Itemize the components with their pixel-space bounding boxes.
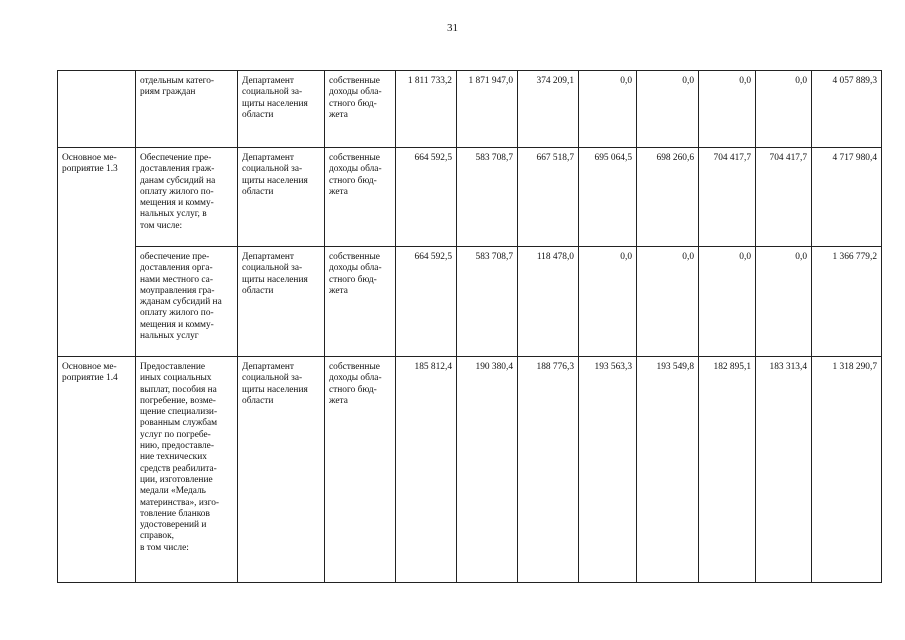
value-cell: 0,0 bbox=[699, 71, 756, 148]
total-cell: 4 717 980,4 bbox=[812, 148, 882, 247]
value-cell: 667 518,7 bbox=[518, 148, 579, 247]
page-number: 31 bbox=[447, 22, 458, 34]
table-row bbox=[58, 247, 882, 357]
value-cell: 1 871 947,0 bbox=[457, 71, 518, 148]
value-cell: 583 708,7 bbox=[457, 148, 518, 247]
value-cell: 374 209,1 bbox=[518, 71, 579, 148]
activity-cell bbox=[58, 71, 136, 148]
value-cell: 0,0 bbox=[579, 247, 637, 357]
value-cell: 695 064,5 bbox=[579, 148, 637, 247]
funding-source-cell: собственные доходы обла- стного бюд- жета bbox=[325, 71, 396, 148]
value-cell: 190 380,4 bbox=[457, 357, 518, 583]
executor-cell: Департамент социальной за- щиты населения области bbox=[238, 71, 325, 148]
value-cell: 193 563,3 bbox=[579, 357, 637, 583]
value-cell: 185 812,4 bbox=[396, 357, 457, 583]
table-row bbox=[58, 357, 882, 583]
value-cell: 704 417,7 bbox=[756, 148, 812, 247]
description-cell: обеспечение пре- доставления орга- нами местного са- моуправления гра- жданам субсидий на оплату жилого по- мещения и комму- нальных услуг bbox=[136, 247, 238, 357]
description-cell: Предоставление иных социальных выплат, пособия на погребение, возме- щение специализи- рованным службам услуг по погребе- нию, предоставле- ние технических средств реабилита- ции, изготовление медали «Медаль материнства», изго- товление бланков удостоверений и справок, в том числе: bbox=[136, 357, 238, 583]
value-cell: 182 895,1 bbox=[699, 357, 756, 583]
activity-cell: Основное ме- роприятие 1.3 bbox=[58, 148, 136, 357]
value-cell: 183 313,4 bbox=[756, 357, 812, 583]
value-cell: 193 549,8 bbox=[637, 357, 699, 583]
value-cell: 0,0 bbox=[756, 71, 812, 148]
value-cell: 664 592,5 bbox=[396, 247, 457, 357]
value-cell: 0,0 bbox=[756, 247, 812, 357]
value-cell: 583 708,7 bbox=[457, 247, 518, 357]
value-cell: 118 478,0 bbox=[518, 247, 579, 357]
total-cell: 1 366 779,2 bbox=[812, 247, 882, 357]
value-cell: 0,0 bbox=[579, 71, 637, 148]
description-cell: Обеспечение пре- доставления граж- данам субсидий на оплату жилого по- мещения и комму- нальных услуг, в том числе: bbox=[136, 148, 238, 247]
value-cell: 0,0 bbox=[699, 247, 756, 357]
funding-source-cell: собственные доходы обла- стного бюд- жета bbox=[325, 247, 396, 357]
value-cell: 0,0 bbox=[637, 247, 699, 357]
executor-cell: Департамент социальной за- щиты населения области bbox=[238, 357, 325, 583]
value-cell: 188 776,3 bbox=[518, 357, 579, 583]
description-cell: отдельным катего- риям граждан bbox=[136, 71, 238, 148]
executor-cell: Департамент социальной за- щиты населения области bbox=[238, 247, 325, 357]
budget-table bbox=[57, 70, 882, 583]
executor-cell: Департамент социальной за- щиты населения области bbox=[238, 148, 325, 247]
funding-source-cell: собственные доходы обла- стного бюд- жета bbox=[325, 148, 396, 247]
table-row bbox=[58, 148, 882, 247]
total-cell: 4 057 889,3 bbox=[812, 71, 882, 148]
table-row bbox=[58, 71, 882, 148]
value-cell: 704 417,7 bbox=[699, 148, 756, 247]
value-cell: 0,0 bbox=[637, 71, 699, 148]
total-cell: 1 318 290,7 bbox=[812, 357, 882, 583]
activity-cell: Основное ме- роприятие 1.4 bbox=[58, 357, 136, 583]
value-cell: 1 811 733,2 bbox=[396, 71, 457, 148]
value-cell: 664 592,5 bbox=[396, 148, 457, 247]
funding-source-cell: собственные доходы обла- стного бюд- жета bbox=[325, 357, 396, 583]
value-cell: 698 260,6 bbox=[637, 148, 699, 247]
